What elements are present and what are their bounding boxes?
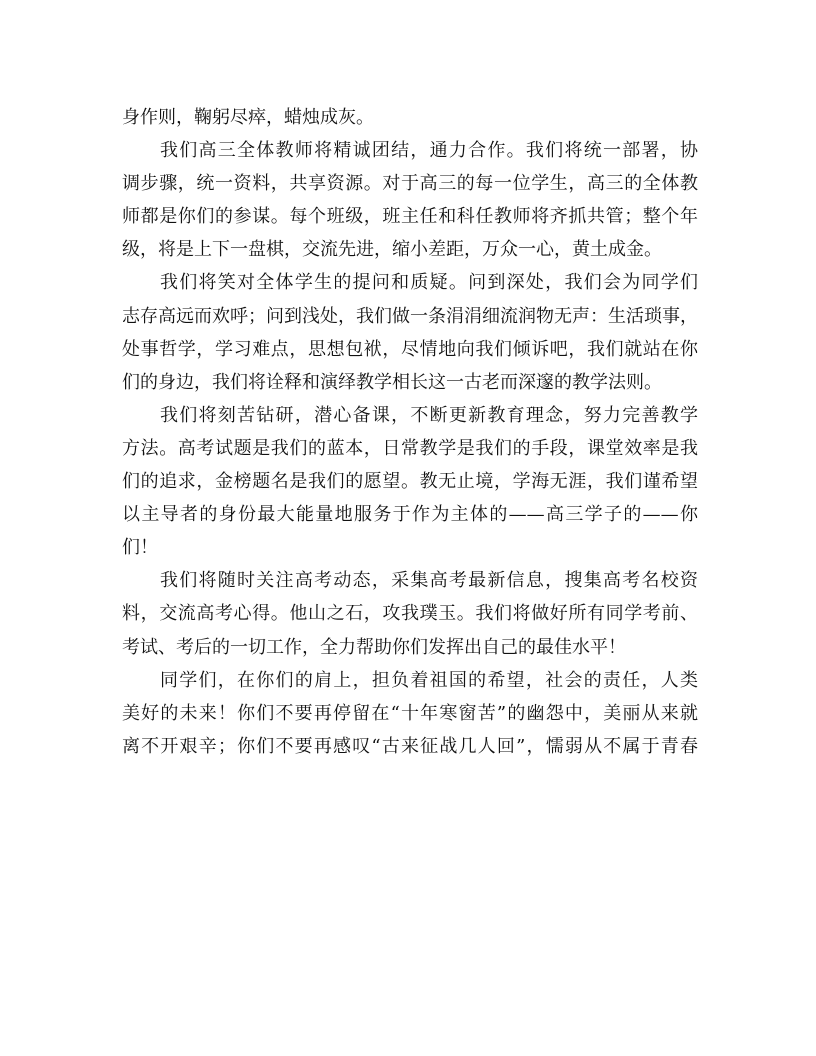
paragraph-2-line-4: 级，将是上下一盘棋，交流先进，缩小差距，万众一心，黄土成金。 <box>122 239 662 261</box>
paragraph-6-line-2: 美好的未来！你们不要再停留在“十年寒窗苦”的幽怨中，美丽从来就 <box>122 702 698 724</box>
paragraph-6-line-3: 离不开艰辛；你们不要再感叹“古来征战几人回”，懦弱从不属于青春 <box>122 735 698 757</box>
paragraph-4-line-5: 们！ <box>122 537 158 559</box>
paragraph-4-line-3: 们的追求，金榜题名是我们的愿望。教无止境，学海无涯，我们谨希望 <box>122 471 698 493</box>
paragraph-3-line-2: 志存高远而欢呼；问到浅处，我们做一条涓涓细流润物无声：生活琐事， <box>122 305 698 327</box>
paragraph-1-line-1: 身作则，鞠躬尽瘁，蜡烛成灰。 <box>122 107 374 128</box>
paragraph-4-line-4: 以主导者的身份最大能量地服务于作为主体的——高三学子的——你 <box>122 504 698 526</box>
document-body <box>122 101 698 763</box>
paragraph-2-line-3: 师都是你们的参谋。每个班级，班主任和科任教师将齐抓共管；整个年 <box>122 206 698 228</box>
paragraph-4-line-1: 我们将刻苦钻研，潜心备课，不断更新教育理念，努力完善教学 <box>160 404 698 426</box>
paragraph-5-line-1: 我们将随时关注高考动态，采集高考最新信息，搜集高考名校资 <box>160 570 698 592</box>
paragraph-5-line-2: 料，交流高考心得。他山之石，攻我璞玉。我们将做好所有同学考前、 <box>122 603 698 625</box>
paragraph-2-line-1: 我们高三全体教师将精诚团结，通力合作。我们将统一部署，协 <box>160 140 698 162</box>
paragraph-2-line-2: 调步骤，统一资料，共享资源。对于高三的每一位学生，高三的全体教 <box>122 173 698 195</box>
paragraph-3-line-4: 们的身边，我们将诠释和演绎教学相长这一古老而深邃的教学法则。 <box>122 371 662 393</box>
paragraph-5-line-3: 考试、考后的一切工作，全力帮助你们发挥出自己的最佳水平！ <box>122 636 626 658</box>
paragraph-4-line-2: 方法。高考试题是我们的蓝本，日常教学是我们的手段，课堂效率是我 <box>122 437 698 459</box>
paragraph-3-line-3: 处事哲学，学习难点，思想包袱，尽情地向我们倾诉吧，我们就站在你 <box>122 338 698 360</box>
paragraph-3-line-1: 我们将笑对全体学生的提问和质疑。问到深处，我们会为同学们 <box>160 272 698 294</box>
paragraph-6-line-1: 同学们，在你们的肩上，担负着祖国的希望，社会的责任，人类 <box>160 669 698 691</box>
